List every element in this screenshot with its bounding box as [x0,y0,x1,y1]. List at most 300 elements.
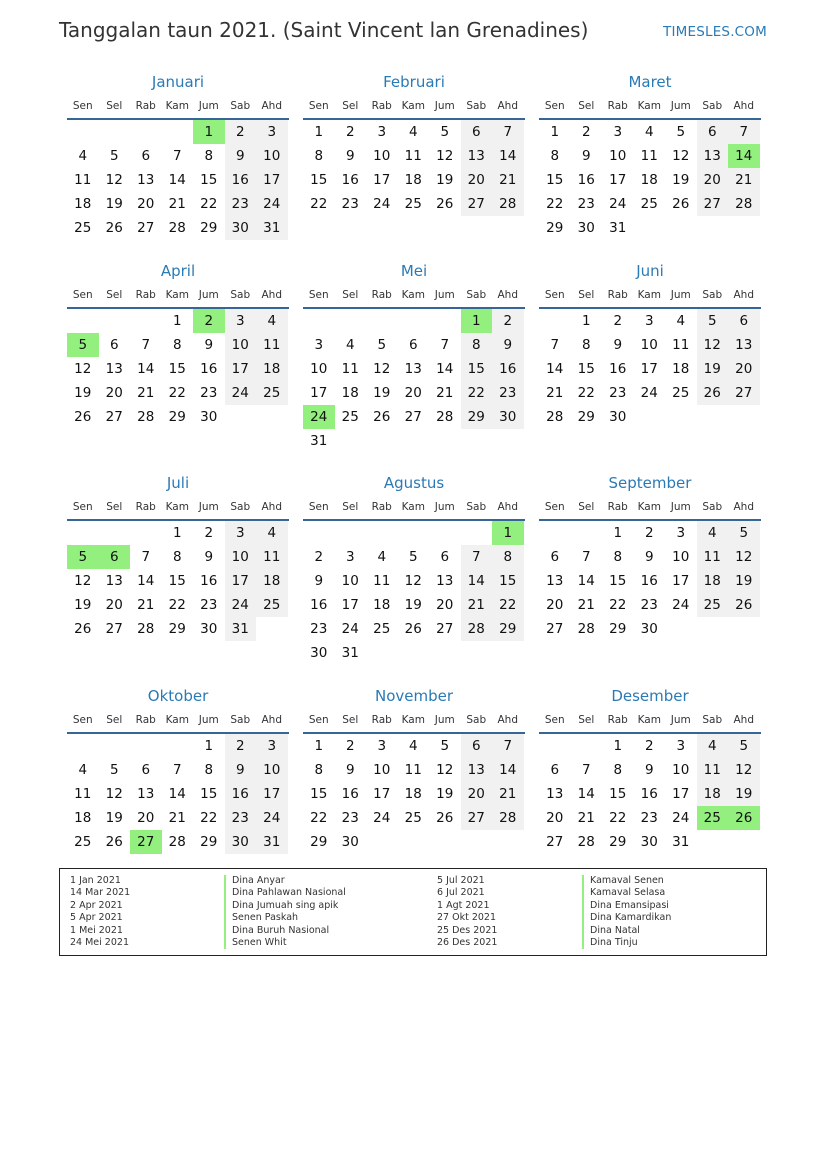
weekday-label: Sel [342,501,359,513]
day-cell: 25 [697,593,729,617]
day-cell: 28 [137,409,155,425]
day-cell: 13 [546,573,564,589]
day-cell: 18 [373,597,391,613]
weekday-label: Ahd [733,714,754,726]
day-grid [303,120,525,216]
day-cell: 4 [697,521,729,545]
day-cell: 25 [341,409,359,425]
day-cell: 14 [492,144,524,168]
weekday-label: Rab [371,289,392,301]
day-cell: 19 [74,597,92,613]
day-cell: 6 [461,734,493,758]
day-cell: 12 [404,573,422,589]
day-cell: 23 [310,621,328,637]
day-cell: 1 [314,124,324,140]
day-cell: 4 [78,762,88,778]
day-cell: 7 [581,549,591,565]
day-cell: 23 [609,385,627,401]
weekday-label: Sab [702,100,723,112]
day-cell: 2 [644,525,654,541]
day-cell: 12 [74,361,92,377]
empty-cell [67,309,99,333]
empty-cell [539,521,571,545]
weekday-label: Ahd [497,714,518,726]
weekday-header [539,94,761,120]
holiday-day-cell: 5 [67,545,99,569]
month-september [539,471,761,641]
day-cell: 16 [225,168,257,192]
weekday-label: Sel [342,100,359,112]
month-mei [303,259,525,453]
day-cell: 20 [461,782,493,806]
weekday-label: Rab [607,714,628,726]
weekday-label: Kam [401,501,425,513]
day-cell: 8 [550,148,560,164]
day-cell: 12 [105,786,123,802]
day-cell: 19 [404,597,422,613]
day-cell: 16 [310,597,328,613]
day-cell: 9 [225,758,257,782]
day-cell: 5 [676,124,686,140]
day-grid [67,309,289,429]
holiday-name: Senen Paskah [232,912,299,924]
day-cell: 5 [728,734,760,758]
empty-cell [99,309,131,333]
day-cell: 3 [225,309,257,333]
day-cell: 17 [672,786,690,802]
weekday-label: Ahd [261,714,282,726]
month-april [67,259,289,429]
day-cell: 15 [609,786,627,802]
day-cell: 6 [408,337,418,353]
day-cell: 21 [168,196,186,212]
day-cell: 8 [204,148,214,164]
day-cell: 23 [577,196,595,212]
day-cell: 21 [461,593,493,617]
weekday-label: Jum [670,501,691,513]
day-cell: 12 [728,545,760,569]
day-cell: 5 [697,309,729,333]
day-cell: 25 [256,381,288,405]
weekday-label: Sel [106,100,123,112]
day-cell: 11 [74,172,92,188]
weekday-label: Rab [135,100,156,112]
day-cell: 6 [697,120,729,144]
day-cell: 23 [225,806,257,830]
day-cell: 12 [672,148,690,164]
weekday-label: Kam [165,100,189,112]
day-cell: 26 [74,621,92,637]
day-cell: 24 [672,597,690,613]
day-cell: 9 [492,333,524,357]
day-cell: 26 [697,381,729,405]
weekday-label: Sab [230,100,251,112]
day-grid [303,734,525,854]
day-cell: 24 [373,810,391,826]
day-cell: 8 [581,337,591,353]
holiday-day-cell: 24 [303,405,335,429]
weekday-label: Jum [198,289,219,301]
day-cell: 4 [345,337,355,353]
weekday-label: Sab [466,100,487,112]
day-cell: 23 [640,597,658,613]
empty-cell [162,734,194,758]
holiday-day-cell: 6 [99,545,131,569]
day-grid [539,521,761,641]
day-cell: 6 [141,148,151,164]
day-cell: 22 [310,196,328,212]
day-cell: 22 [200,196,218,212]
day-cell: 10 [256,758,288,782]
day-cell: 7 [492,734,524,758]
weekday-label: Jum [434,289,455,301]
weekday-label: Sen [544,100,565,112]
day-cell: 17 [373,786,391,802]
day-cell: 3 [345,549,355,565]
day-cell: 1 [172,313,182,329]
day-cell: 23 [341,810,359,826]
weekday-label: Sen [308,100,329,112]
day-cell: 14 [546,361,564,377]
holiday-names-right [582,875,671,949]
empty-cell [539,734,571,758]
month-name: Desember [611,687,689,705]
empty-cell [130,309,162,333]
day-cell: 18 [74,810,92,826]
day-cell: 10 [341,573,359,589]
weekday-label: Sen [308,501,329,513]
empty-cell [539,309,571,333]
weekday-label: Jum [670,714,691,726]
day-cell: 29 [200,834,218,850]
day-grid [539,309,761,429]
day-cell: 4 [256,521,288,545]
weekday-label: Ahd [733,289,754,301]
empty-cell [571,521,603,545]
day-grid [67,120,289,240]
day-cell: 28 [546,409,564,425]
day-cell: 21 [492,782,524,806]
day-cell: 28 [168,834,186,850]
holiday-name: Dina Buruh Nasional [232,924,330,936]
month-name: Mei [400,262,428,280]
empty-cell [67,734,99,758]
day-cell: 15 [609,573,627,589]
day-cell: 21 [577,597,595,613]
day-cell: 23 [200,597,218,613]
weekday-label: Sel [578,289,595,301]
empty-cell [67,521,99,545]
weekday-label: Sel [342,714,359,726]
day-cell: 11 [672,337,690,353]
day-cell: 28 [461,617,493,641]
weekday-label: Jum [434,100,455,112]
weekday-label: Ahd [733,501,754,513]
empty-cell [366,309,398,333]
day-grid [303,309,525,453]
day-cell: 19 [436,786,454,802]
day-cell: 2 [644,738,654,754]
day-cell: 22 [168,385,186,401]
weekday-label: Rab [371,714,392,726]
month-oktober [67,684,289,854]
day-cell: 8 [172,549,182,565]
day-cell: 18 [404,172,422,188]
day-cell: 20 [461,168,493,192]
day-cell: 24 [341,621,359,637]
day-cell: 6 [141,762,151,778]
day-cell: 25 [256,593,288,617]
day-cell: 15 [168,361,186,377]
day-cell: 29 [546,220,564,236]
day-cell: 10 [640,337,658,353]
day-cell: 2 [581,124,591,140]
day-cell: 18 [697,782,729,806]
day-cell: 6 [109,337,119,353]
day-cell: 27 [546,621,564,637]
weekday-label: Kam [637,714,661,726]
day-cell: 27 [137,220,155,236]
day-cell: 10 [609,148,627,164]
day-cell: 2 [204,525,214,541]
day-cell: 31 [672,834,690,850]
holiday-names-left [224,875,346,949]
month-name: November [374,687,454,705]
holiday-day-cell: 2 [193,309,225,333]
day-cell: 31 [609,220,627,236]
day-cell: 9 [345,148,355,164]
day-cell: 22 [310,810,328,826]
day-cell: 29 [609,834,627,850]
day-cell: 1 [550,124,560,140]
day-cell: 25 [74,220,92,236]
month-agustus [303,471,525,665]
weekday-label: Kam [401,100,425,112]
weekday-label: Ahd [497,100,518,112]
day-cell: 10 [672,549,690,565]
site-link[interactable]: TIMESLES.COM [663,24,767,40]
weekday-label: Rab [607,100,628,112]
day-cell: 31 [256,216,288,240]
weekday-label: Jum [434,714,455,726]
day-cell: 1 [204,738,214,754]
day-cell: 30 [492,405,524,429]
day-cell: 10 [672,762,690,778]
day-cell: 16 [341,172,359,188]
day-cell: 25 [640,196,658,212]
day-cell: 12 [74,573,92,589]
day-cell: 2 [345,124,355,140]
day-cell: 9 [644,549,654,565]
day-cell: 31 [225,617,257,641]
day-cell: 28 [577,621,595,637]
holiday-date: 26 Des 2021 [437,937,498,949]
day-cell: 13 [461,144,493,168]
day-cell: 26 [105,834,123,850]
day-cell: 10 [256,144,288,168]
day-cell: 29 [168,409,186,425]
day-cell: 29 [577,409,595,425]
day-cell: 23 [341,196,359,212]
holiday-day-cell: 5 [67,333,99,357]
day-cell: 10 [225,545,257,569]
holiday-name: Dina Emansipasi [590,899,669,911]
weekday-label: Sab [230,501,251,513]
day-cell: 2 [225,120,257,144]
day-cell: 15 [577,361,595,377]
day-cell: 26 [105,220,123,236]
day-cell: 6 [728,309,760,333]
day-cell: 3 [613,124,623,140]
weekday-label: Ahd [261,501,282,513]
day-cell: 9 [204,337,214,353]
day-cell: 30 [225,830,257,854]
day-cell: 5 [728,521,760,545]
weekday-label: Sab [230,714,251,726]
weekday-label: Sab [466,501,487,513]
day-cell: 4 [408,738,418,754]
weekday-label: Sel [342,289,359,301]
day-cell: 25 [404,810,422,826]
day-cell: 15 [200,172,218,188]
holiday-date: 25 Des 2021 [437,924,498,936]
weekday-label: Sen [308,289,329,301]
day-cell: 26 [404,621,422,637]
weekday-header [539,283,761,309]
day-cell: 5 [377,337,387,353]
day-cell: 6 [550,762,560,778]
holiday-day-cell: 26 [728,806,760,830]
weekday-label: Sen [72,501,93,513]
weekday-label: Kam [637,501,661,513]
day-cell: 7 [728,120,760,144]
day-cell: 26 [373,409,391,425]
day-cell: 13 [137,172,155,188]
day-cell: 12 [728,758,760,782]
weekday-label: Ahd [261,289,282,301]
day-cell: 29 [310,834,328,850]
day-cell: 21 [436,385,454,401]
empty-cell [335,309,367,333]
day-cell: 19 [105,196,123,212]
day-cell: 16 [225,782,257,806]
weekday-label: Rab [607,289,628,301]
day-cell: 14 [577,573,595,589]
weekday-header [539,708,761,734]
empty-cell [99,734,131,758]
day-cell: 27 [728,381,760,405]
weekday-label: Rab [135,714,156,726]
holiday-name: Dina Pahlawan Nasional [232,887,346,899]
day-cell: 5 [109,148,119,164]
day-cell: 15 [200,786,218,802]
weekday-label: Kam [637,289,661,301]
day-cell: 21 [728,168,760,192]
day-cell: 24 [672,810,690,826]
holiday-list [59,868,767,956]
day-cell: 11 [256,333,288,357]
day-cell: 14 [577,786,595,802]
holiday-name: Senen Whit [232,937,287,949]
day-cell: 18 [404,786,422,802]
day-cell: 29 [609,621,627,637]
weekday-label: Sel [578,100,595,112]
empty-cell [398,521,430,545]
empty-cell [130,120,162,144]
empty-cell [461,521,493,545]
month-name: Juli [166,474,190,492]
day-cell: 8 [314,762,324,778]
day-cell: 12 [436,148,454,164]
holiday-date: 27 Okt 2021 [437,912,497,924]
day-cell: 3 [644,313,654,329]
day-cell: 4 [377,549,387,565]
day-cell: 22 [609,810,627,826]
holiday-name: Kamaval Selasa [590,887,666,899]
day-cell: 26 [436,810,454,826]
day-cell: 24 [373,196,391,212]
holiday-date: 5 Apr 2021 [70,912,123,924]
day-cell: 5 [109,762,119,778]
day-cell: 15 [168,573,186,589]
day-cell: 13 [697,144,729,168]
empty-cell [162,120,194,144]
day-cell: 9 [204,549,214,565]
weekday-label: Jum [198,100,219,112]
holiday-name: Dina Jumuah sing apik [232,899,339,911]
weekday-label: Sab [466,289,487,301]
weekday-header [67,283,289,309]
day-cell: 21 [492,168,524,192]
month-februari [303,70,525,216]
day-cell: 3 [256,734,288,758]
day-cell: 18 [74,196,92,212]
day-cell: 16 [492,357,524,381]
day-cell: 20 [137,810,155,826]
holiday-day-cell: 1 [461,309,493,333]
day-cell: 16 [640,786,658,802]
day-cell: 28 [137,621,155,637]
day-cell: 10 [373,762,391,778]
day-cell: 17 [672,573,690,589]
weekday-label: Sab [230,289,251,301]
holiday-date: 5 Jul 2021 [437,875,485,886]
day-cell: 23 [200,385,218,401]
day-cell: 4 [676,313,686,329]
day-cell: 8 [314,148,324,164]
month-name: Oktober [147,687,209,705]
weekday-label: Sel [106,714,123,726]
day-cell: 4 [697,734,729,758]
weekday-label: Ahd [733,100,754,112]
day-grid [67,734,289,854]
day-cell: 27 [105,621,123,637]
day-cell: 18 [256,357,288,381]
day-cell: 25 [74,834,92,850]
month-juli [67,471,289,641]
day-cell: 9 [345,762,355,778]
day-cell: 17 [609,172,627,188]
weekday-label: Sab [702,289,723,301]
day-cell: 28 [492,806,524,830]
day-cell: 12 [697,333,729,357]
day-cell: 16 [609,361,627,377]
day-cell: 7 [141,549,151,565]
day-cell: 7 [172,762,182,778]
month-name: Juni [636,262,664,280]
weekday-label: Ahd [497,289,518,301]
day-cell: 13 [105,361,123,377]
